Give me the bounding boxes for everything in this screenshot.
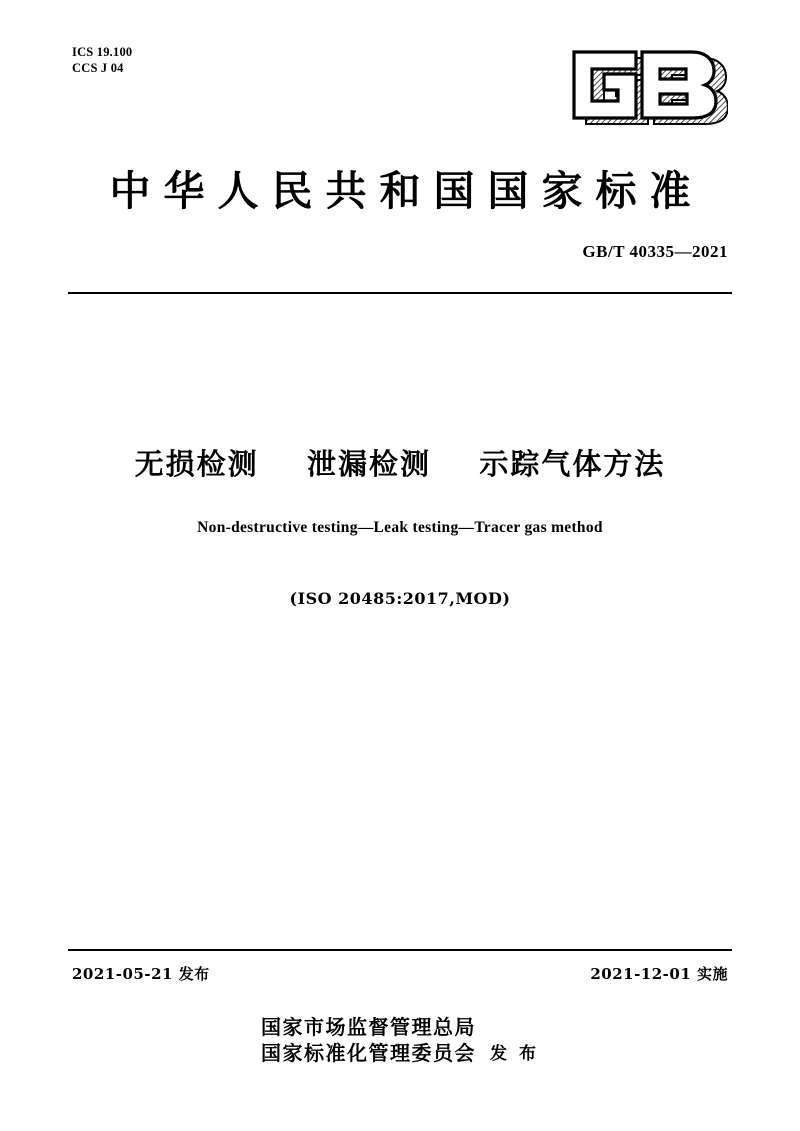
- ics-ccs-block: [72, 44, 132, 76]
- issuer-block: [0, 1014, 800, 1066]
- standard-number: GB/T 40335—2021: [582, 242, 728, 261]
- issuer-line-1: 国家市场监督管理总局: [261, 1015, 477, 1039]
- implementation-date: 2021-12-01 实施: [590, 965, 728, 983]
- document-title-english: Non-destructive testing—Leak testing—Tracer gas method: [197, 519, 603, 536]
- document-title-chinese: 无损检测 泄漏检测 示踪气体方法: [134, 447, 666, 481]
- issue-date: 2021-05-21 发布: [72, 965, 210, 983]
- national-standard-heading: 中华人民共和国国家标准: [109, 167, 704, 215]
- ccs-code: CCS J 04: [72, 61, 124, 75]
- issuer-publish-label: 发 布: [490, 1044, 539, 1064]
- ics-code: ICS 19.100: [72, 45, 133, 59]
- iso-reference: (ISO 20485:2017,MOD): [289, 589, 511, 608]
- divider-bottom: [68, 949, 732, 951]
- gb-logo-icon: [558, 42, 728, 140]
- divider-top: [68, 292, 732, 294]
- issuer-line-2: 国家标准化管理委员会: [261, 1041, 477, 1065]
- issuer-names: [261, 1014, 476, 1066]
